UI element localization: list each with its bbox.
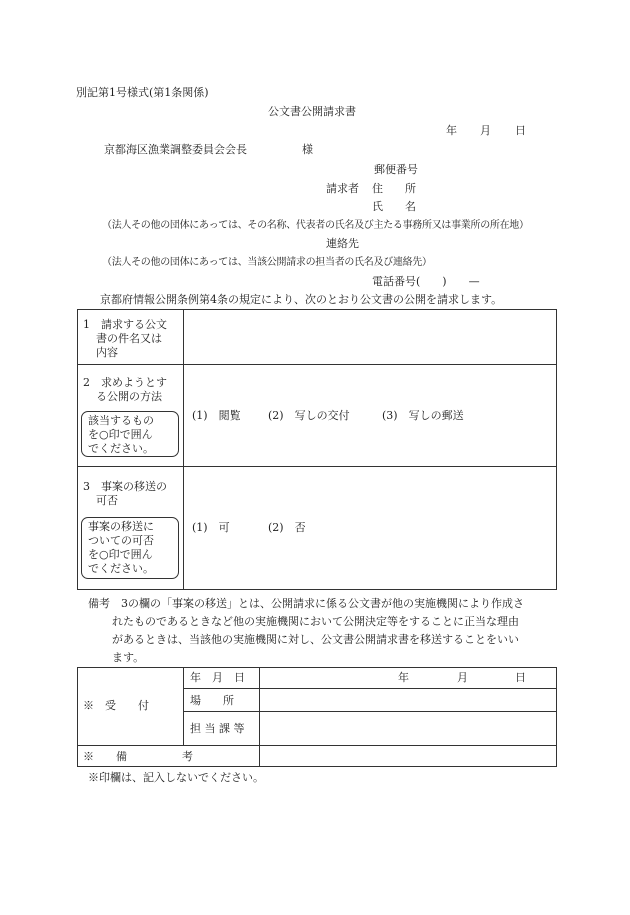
header-date-day: 日 (515, 124, 526, 137)
intro-text: 京都府情報公開条例第4条の規定により、次のとおり公文書の公開を請求します。 (100, 293, 503, 306)
remarks-line: 備考 3の欄の「事案の移送」とは、公開請求に係る公文書が他の実施機関により作成さ (88, 597, 524, 610)
postal-code-label: 郵便番号 (374, 163, 418, 176)
office-row-divider (183, 711, 557, 712)
document-title: 公文書公開請求書 (268, 105, 356, 118)
row2-label: 2 求めようとす (83, 376, 167, 389)
office-divider (259, 667, 260, 767)
reception-label: ※ 受 付 (83, 699, 149, 712)
form-label: 別記第1号様式(第1条関係) (76, 86, 209, 99)
option-transfer-no[interactable]: (2) 否 (268, 521, 306, 534)
reception-date-month: 月 (457, 671, 468, 684)
address-label: 住 所 (372, 182, 416, 195)
row3-label: 3 事案の移送の (83, 480, 167, 493)
notes-label: ※ 備 考 (83, 750, 193, 763)
table-divider (183, 309, 184, 590)
row3-note: ついての可否 (88, 534, 154, 547)
name-label: 氏 名 (372, 200, 416, 213)
office-divider (183, 667, 184, 745)
option-copy-delivery[interactable]: (2) 写しの交付 (268, 409, 350, 422)
row3-note: を○印で囲ん (88, 548, 153, 561)
office-row-divider (183, 688, 557, 689)
footer-note: ※印欄は、記入しないでください。 (88, 771, 264, 784)
corporation-note: （法人その他の団体にあっては、その名称、代表者の氏名及び主たる事務所又は事業所の所在地） (102, 220, 529, 231)
option-inspection[interactable]: (1) 閲覧 (192, 409, 241, 422)
remarks-line: れたものであるときなど他の実施機関において公開決定等をすることに正当な理由 (112, 615, 519, 628)
option-transfer-yes[interactable]: (1) 可 (192, 521, 230, 534)
document-subject-field[interactable] (190, 316, 550, 360)
contact-note: （法人その他の団体にあっては、当該公開請求の担当者の氏名及び連絡先） (102, 257, 432, 268)
remarks-line: ます。 (112, 651, 145, 664)
option-copy-mailing[interactable]: (3) 写しの郵送 (382, 409, 464, 422)
row2-note: を○印で囲ん (88, 428, 153, 441)
honorific: 様 (302, 143, 313, 156)
reception-place-label: 場 所 (190, 694, 234, 707)
row3-note: 事案の移送に (88, 520, 154, 533)
row1-label: 書の件名又は (96, 332, 162, 345)
row3-note: でください。 (88, 562, 154, 575)
header-date-month: 月 (480, 124, 491, 137)
reception-section-label: 担 当 課 等 (190, 722, 245, 735)
row2-label: る公開の方法 (96, 390, 162, 403)
phone-label: 電話番号( ) — (372, 275, 480, 288)
requester-label: 請求者 (326, 182, 359, 195)
remarks-line: があるときは、当該他の実施機関に対し、公文書公開請求書を移送することをいい (112, 633, 519, 646)
reception-date-year: 年 (398, 671, 409, 684)
contact-label: 連絡先 (326, 237, 359, 250)
row3-label: 可否 (96, 494, 118, 507)
row2-note: でください。 (88, 442, 154, 455)
header-date-year: 年 (446, 124, 457, 137)
reception-date-day: 日 (515, 671, 526, 684)
table-row-divider (77, 364, 557, 365)
row1-label: 内容 (96, 346, 118, 359)
row2-note: 該当するもの (88, 414, 154, 427)
office-row-divider (77, 745, 557, 746)
reception-date-label: 年 月 日 (190, 671, 245, 684)
table-row-divider (77, 466, 557, 467)
row1-label: 1 請求する公文 (83, 318, 167, 331)
addressee: 京都海区漁業調整委員会会長 (104, 143, 247, 156)
